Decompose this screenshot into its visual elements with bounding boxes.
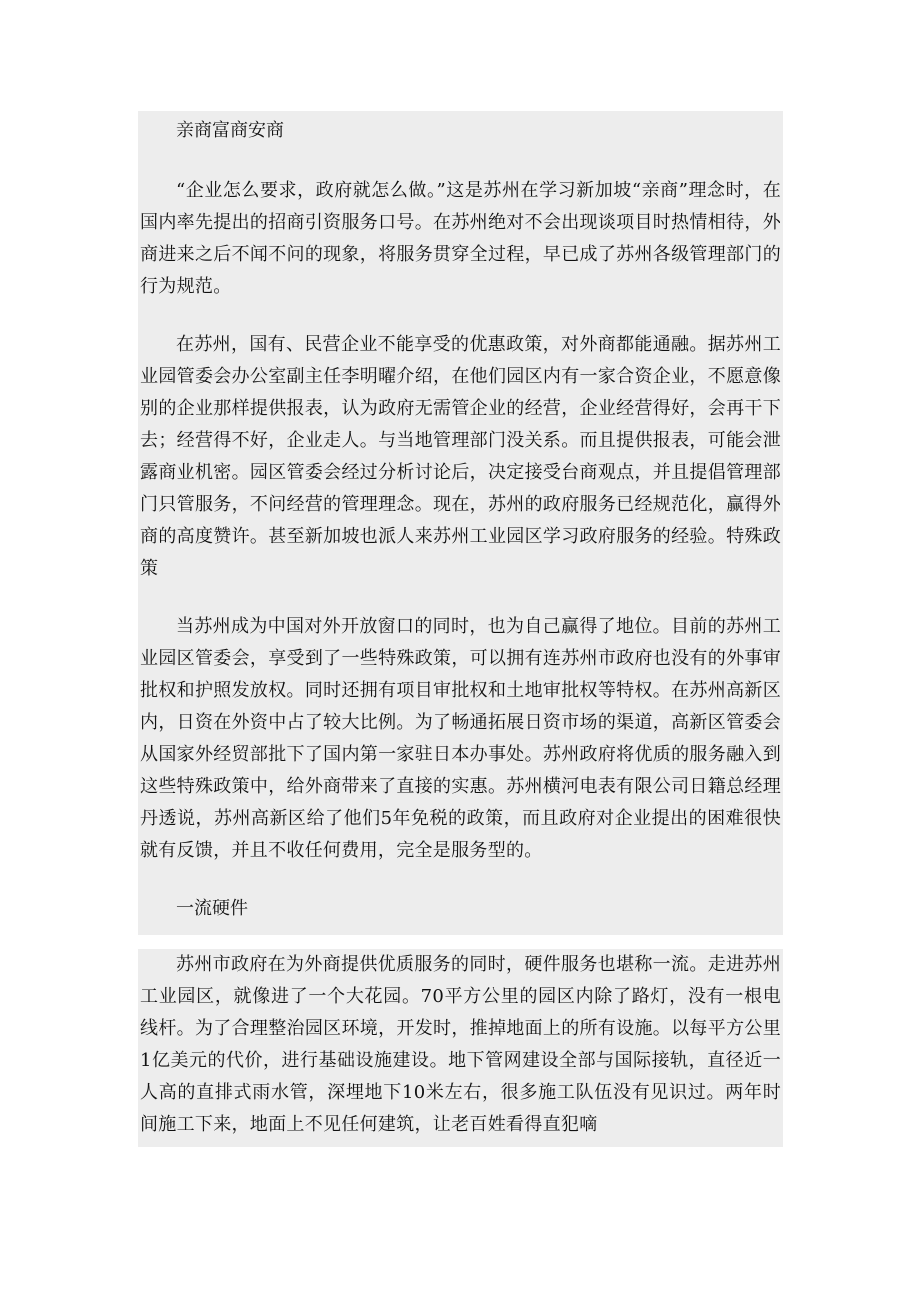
spacer <box>138 875 783 893</box>
spacer <box>138 935 783 949</box>
paragraph: “企业怎么要求，政府就怎么做。”这是苏州在学习新加坡“亲商”理念时，在国内率先提出的招商引资服务口号。在苏州绝对不会出现谈项目时热情相待，外商进来之后不闻不问的现象，将服务贯穿全过程，早已成了苏州各级管理部门的行为规范。 <box>140 180 781 297</box>
paragraph: 苏州市政府在为外商提供优质服务的同时，硬件服务也堪称一流。走进苏州工业园区，就像进了一个大花园。70平方公里的园区内除了路灯，没有一根电线杆。为了合理整治园区环境，开发时，推掉地面上的所有设施。以每平方公里1亿美元的代价，进行基础设施建设。地下管网建设全部与国际接轨，直径近一人高的直排式雨水管，深埋地下10米左右，很多施工队伍没有见识过。两年时间施工下来，地面上不见任何建筑，让老百姓看得直犯嘀 <box>140 954 781 1135</box>
section-heading: 亲商富商安商 <box>176 120 284 141</box>
paragraph-block <box>138 329 783 593</box>
paragraph-block <box>138 949 783 1147</box>
paragraph-block <box>138 611 783 875</box>
paragraph: 在苏州，国有、民营企业不能享受的优惠政策，对外商都能通融。据苏州工业园管委会办公室副主任李明曜介绍，在他们园区内有一家合资企业，不愿意像别的企业那样提供报表，认为政府无需管企业的经营，企业经营得好，会再干下去；经营得不好，企业走人。与当地管理部门没关系。而且提供报表，可能会泄露商业机密。园区管委会经过分析讨论后，决定接受台商观点，并且提倡管理部门只管服务，不问经营的管理理念。现在，苏州的政府服务已经规范化，赢得外商的高度赞许。甚至新加坡也派人来苏州工业园区学习政府服务的经验。特殊政策 <box>140 334 781 579</box>
spacer <box>138 157 783 175</box>
paragraph: 当苏州成为中国对外开放窗口的同时，也为自己赢得了地位。目前的苏州工业园区管委会，享受到了一些特殊政策，可以拥有连苏州市政府也没有的外事审批权和护照发放权。同时还拥有项目审批权和土地审批权等特权。在苏州高新区内，日资在外资中占了较大比例。为了畅通拓展日资市场的渠道，高新区管委会从国家外经贸部批下了国内第一家驻日本办事处。苏州政府将优质的服务融入到这些特殊政策中，给外商带来了直接的实惠。苏州横河电表有限公司日籍总经理丹透说，苏州高新区给了他们5年免税的政策，而且政府对企业提出的困难很快就有反馈，并且不收任何费用，完全是服务型的。 <box>140 616 781 861</box>
section-heading-block <box>138 893 783 935</box>
section-heading: 一流硬件 <box>176 898 248 919</box>
spacer <box>138 593 783 611</box>
section-heading-block <box>138 111 783 157</box>
spacer <box>138 311 783 329</box>
document-body <box>138 111 783 1147</box>
paragraph-block <box>138 175 783 311</box>
